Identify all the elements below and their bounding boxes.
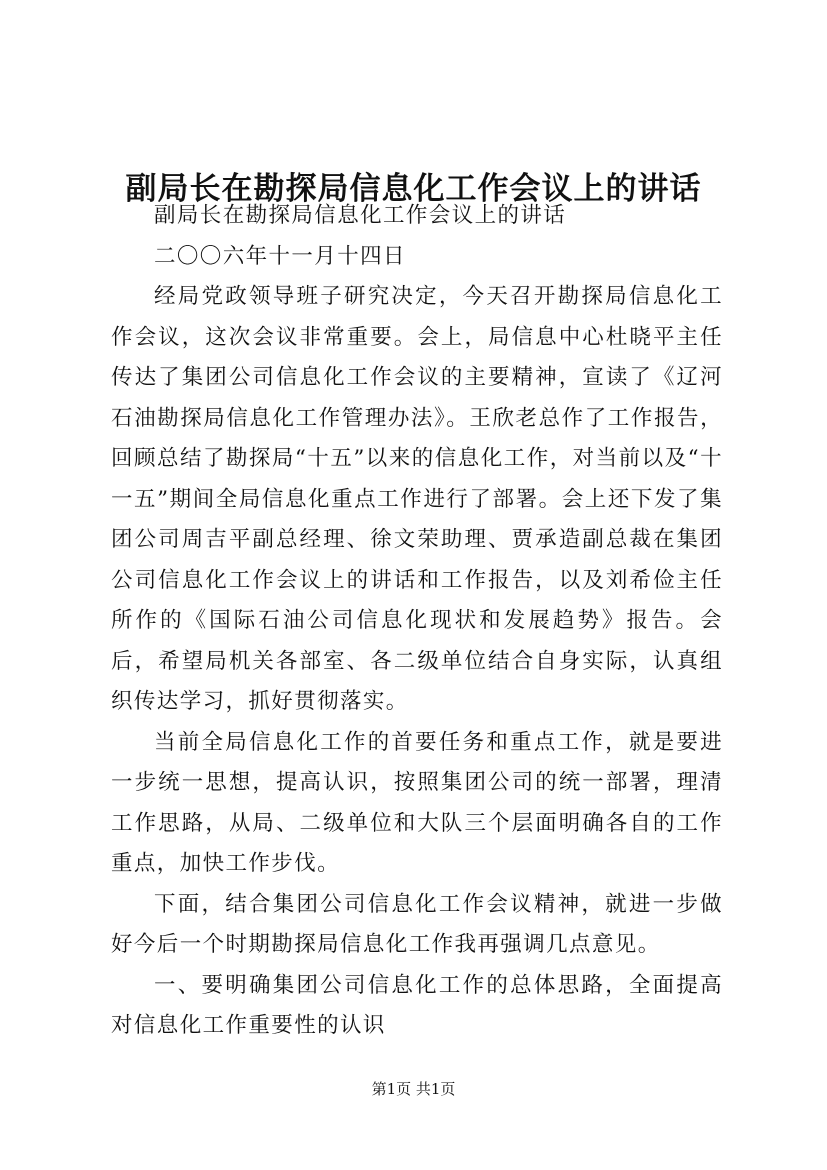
body-paragraph: 下面，结合集团公司信息化工作会议精神，就进一步做好今后一个时期勘探局信息化工作我再强调几点意见。 [111,891,723,957]
subtitle-paragraph: 副局长在勘探局信息化工作会议上的讲话 [154,203,567,228]
date-paragraph: 二〇〇六年十一月十四日 [154,243,406,269]
page-title: 副局长在勘探局信息化工作会议上的讲话 [125,170,702,207]
body-paragraph: 当前全局信息化工作的首要任务和重点工作，就是要进一步统一思想，提高认识，按照集团公司的统一部署，理清工作思路，从局、二级单位和大队三个层面明确各自的工作重点，加快工作步伐。 [111,729,723,876]
body-paragraph: 经局党政领导班子研究决定，今天召开勘探局信息化工作会议，这次会议非常重要。会上，局信息中心杜晓平主任传达了集团公司信息化工作会议的主要精神，宣读了《辽河石油勘探局信息化工作管理办法》。王欣老总作了工作报告，回顾总结了勘探局“十五”以来的信息化工作，对当前以及“十一五”期间全局信息化重点工作进行了部署。会上还下发了集团公司周吉平副总经理、徐文荣助理、贾承造副总裁在集团公司信息化工作会议上的讲话和工作报告，以及刘希俭主任所作的《国际石油公司信息化现状和发展趋势》报告。会后，希望局机关各部室、各二级单位结合自身实际，认真组织传达学习，抓好贯彻落实。 [111,284,723,714]
page-footer: 第1页 共1页 [371,1080,456,1098]
section-heading-paragraph: 一、要明确集团公司信息化工作的总体思路，全面提高对信息化工作重要性的认识 [111,972,723,1038]
document-body [111,196,723,1047]
